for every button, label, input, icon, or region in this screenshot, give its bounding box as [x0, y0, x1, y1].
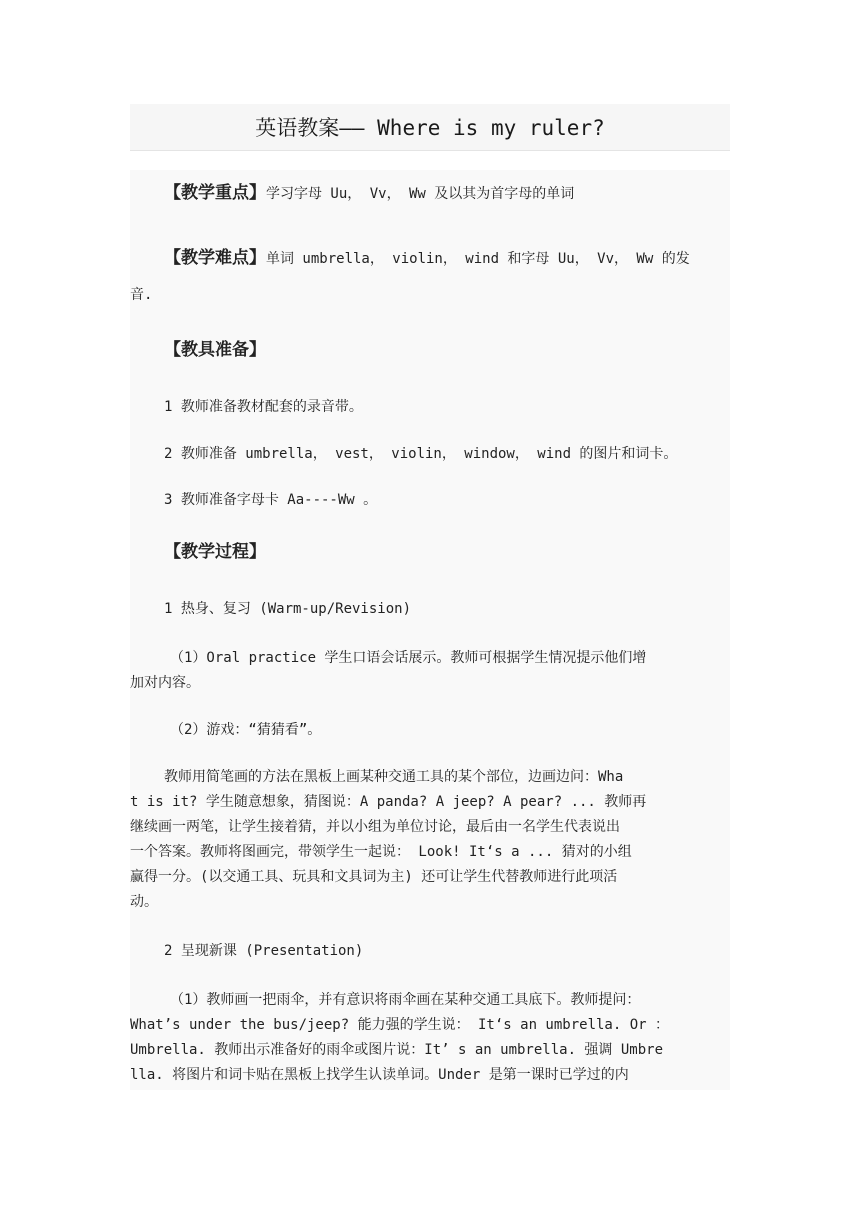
- presentation-desc-line: What’s under the bus/jeep? 能力强的学生说： It‘s an umbrella. Or ：: [130, 1017, 670, 1033]
- difficulty-label: 【教学难点】: [164, 248, 266, 268]
- game-desc-line: 教师用简笔画的方法在黑板上画某种交通工具的某个部位，边画边问：Wha: [164, 769, 624, 785]
- difficulty-text: 单词 umbrella， violin， wind 和字母 Uu， Vv， Ww 的发: [266, 251, 690, 267]
- difficulty-text-cont: 音.: [130, 287, 153, 303]
- game-desc-line: 继续画一两笔，让学生接着猜，并以小组为单位讨论，最后由一名学生代表说出: [130, 819, 620, 835]
- focus-text: 学习字母 Uu， Vv， Ww 及以其为首字母的单词: [266, 186, 575, 202]
- difficulty-line: [130, 247, 730, 270]
- oral-practice-line-cont: 加对内容。: [130, 675, 200, 691]
- focus-label: 【教学重点】: [164, 183, 266, 203]
- title-bar: [130, 104, 730, 151]
- oral-practice-line: （1）Oral practice 学生口语会话展示。教师可根据学生情况提示他们增: [170, 650, 647, 666]
- tools-heading: 【教具准备】: [164, 340, 266, 360]
- game-desc-line: 赢得一分。(以交通工具、玩具和文具词为主) 还可让学生代替教师进行此项活: [130, 869, 618, 885]
- game-desc-line: t is it? 学生随意想象，猜图说：A panda? A jeep? A pear? ... 教师再: [130, 794, 647, 810]
- game-desc-line: 一个答案。教师将图画完，带领学生一起说： Look! It‘s a ... 猜对的小组: [130, 844, 632, 860]
- presentation-heading: 2 呈现新课 (Presentation): [164, 943, 364, 959]
- game-desc-line: 动。: [130, 894, 158, 910]
- tool-item: 1 教师准备教材配套的录音带。: [164, 399, 363, 415]
- presentation-desc-line: Umbrella. 教师出示准备好的雨伞或图片说：It’ s an umbrella. 强调 Umbre: [130, 1042, 664, 1058]
- presentation-desc-line: lla. 将图片和词卡贴在黑板上找学生认读单词。Under 是第一课时已学过的内: [130, 1067, 629, 1083]
- page-title: 英语教案—— Where is my ruler?: [255, 116, 605, 140]
- tool-item: 2 教师准备 umbrella， vest， violin， window， wind 的图片和词卡。: [164, 446, 678, 462]
- tool-item: 3 教师准备字母卡 Aa----Ww 。: [164, 492, 378, 508]
- game-heading: （2）游戏：“猜猜看”。: [170, 722, 322, 738]
- focus-line: [130, 182, 730, 205]
- warmup-heading: 1 热身、复习 (Warm-up/Revision): [164, 601, 412, 617]
- process-heading: 【教学过程】: [164, 542, 266, 562]
- document-body: [130, 170, 730, 1090]
- presentation-desc-line: （1）教师画一把雨伞，并有意识将雨伞画在某种交通工具底下。教师提问：: [170, 992, 641, 1008]
